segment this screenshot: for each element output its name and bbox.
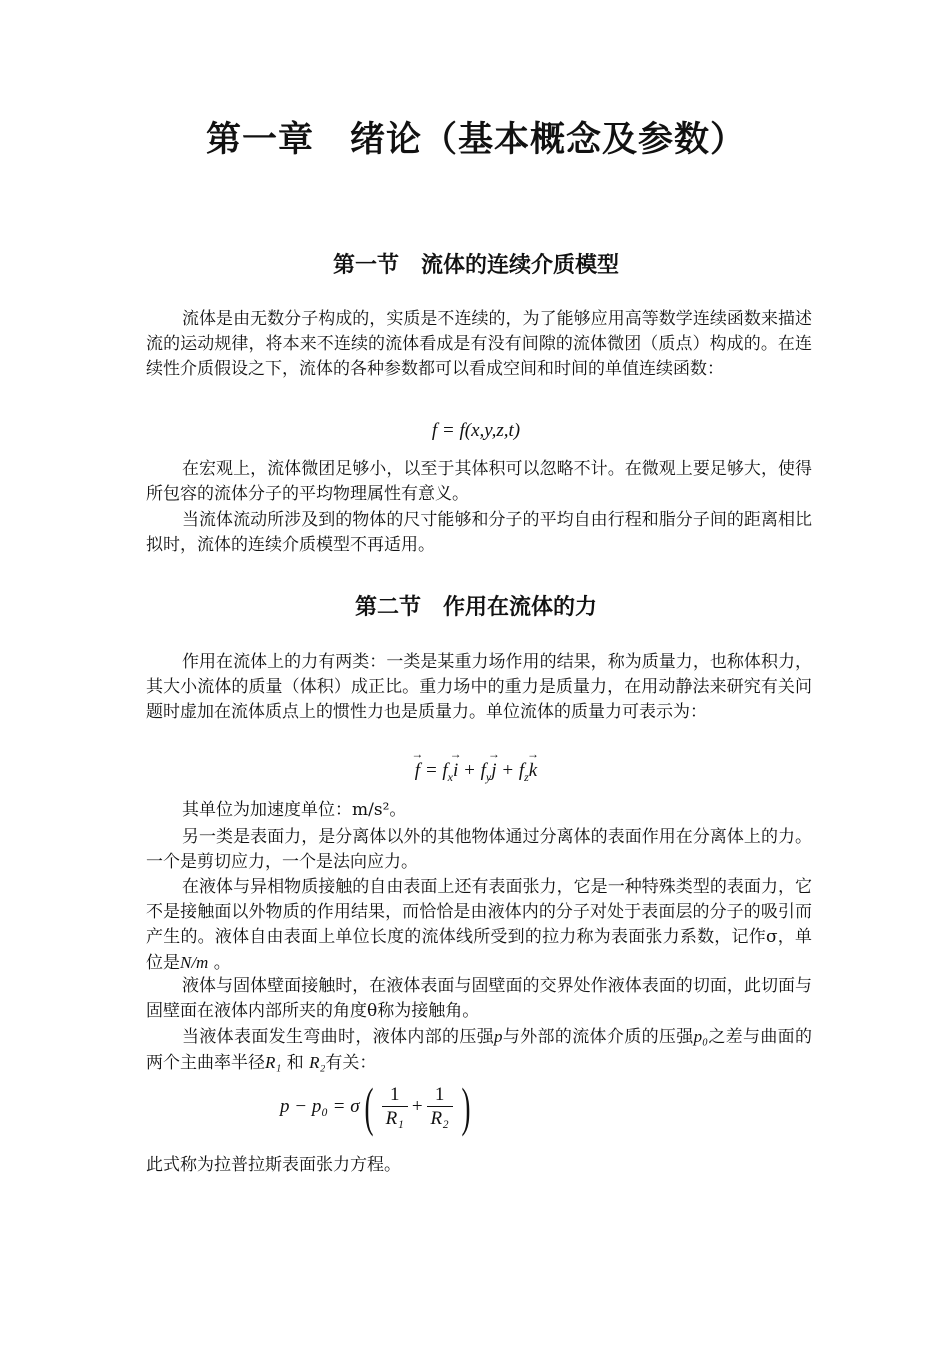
- body-force-formula: → $f = f_x\to i + f_y\to j + f_z\to k$: [0, 760, 952, 785]
- laplace-caption: 此式称为拉普拉斯表面张力方程。: [146, 1155, 401, 1175]
- pressure-difference-paragraph: 当液体表面发生弯曲时，液体内部的压强p与外部的流体介质的压强p₀之差与曲面的两个主曲率半径R₁ 和 R₂有关：: [146, 1027, 813, 1073]
- unit-sentence: 其单位为加速度单位：m/s²。: [182, 800, 407, 820]
- section-1-paragraph-3: 当流体流动所涉及到的物体的尺寸能够和分子的平均自由行程和脂分子间的距离相比拟时，流体的连续介质模型不再适用。: [146, 510, 812, 555]
- section-1-title: 第一节 流体的连续介质模型: [332, 253, 619, 278]
- section-1-paragraph-2: 在宏观上，流体微团足够小，以至于其体积可以忽略不计。在微观上要足够大，使得所包容的流体分子的平均物理属性有意义。: [146, 459, 812, 504]
- section-2-paragraph-3: 另一类是表面力，是分离体以外的其他物体通过分离体的表面作用在分离体上的力。一个是剪切应力，一个是法向应力。: [146, 827, 812, 872]
- contact-angle-paragraph: 液体与固体壁面接触时，在液体表面与固壁面的交界处作液体表面的切面，此切面与固壁面在液体内部所夹的角度θ称为接触角。: [146, 976, 812, 1021]
- section-2-title: 第二节 作用在流体的力: [354, 595, 597, 620]
- continuity-formula: f = f(x,y,z,t): [431, 420, 521, 441]
- laplace-lhs: p − p₀ = σ: [280, 1096, 360, 1117]
- fraction-1-over-r1: $\frac{1}{\text{R₁}}$: [382, 1084, 408, 1131]
- laplace-formula: p − p₀ = σ ( $\frac{1}{\text{R₁}}$ + $\frac{1}{\text{R₂}}$ ): [280, 1077, 471, 1137]
- surface-tension-paragraph: 在液体与异相物质接触的自由表面上还有表面张力，它是一种特殊类型的表面力，它不是接触面以外物质的作用结果，而恰恰是由液体内的分子对处于表面层的分子的吸引而产生的。液体自由表面上单位长度的流体线所受到的拉力称为表面张力系数，记作σ，单位是N/m 。: [146, 877, 812, 973]
- section-1-paragraph-1: 流体是由无数分子构成的，实质是不连续的，为了能够应用高等数学连续函数来描述流的运动规律，将本来不连续的流体看成是有没有间隙的流体微团（质点）构成的。在连续性介质假设之下，流体的各种参数都可以看成空间和时间的单值连续函数：: [146, 309, 812, 379]
- fraction-1-over-r2: $\frac{1}{\text{R₂}}$: [427, 1084, 453, 1131]
- section-2-paragraph-1: 作用在流体上的力有两类：一类是某重力场作用的结果，称为质量力，也称体积力，其大小流体的质量（体积）成正比。重力场中的重力是质量力，在用动静法来研究有关问题时虚加在流体质点上的惯性力也是质量力。单位流体的质量力可表示为：: [146, 652, 812, 722]
- chapter-title: 第一章 绪论（基本概念及参数）: [205, 120, 746, 160]
